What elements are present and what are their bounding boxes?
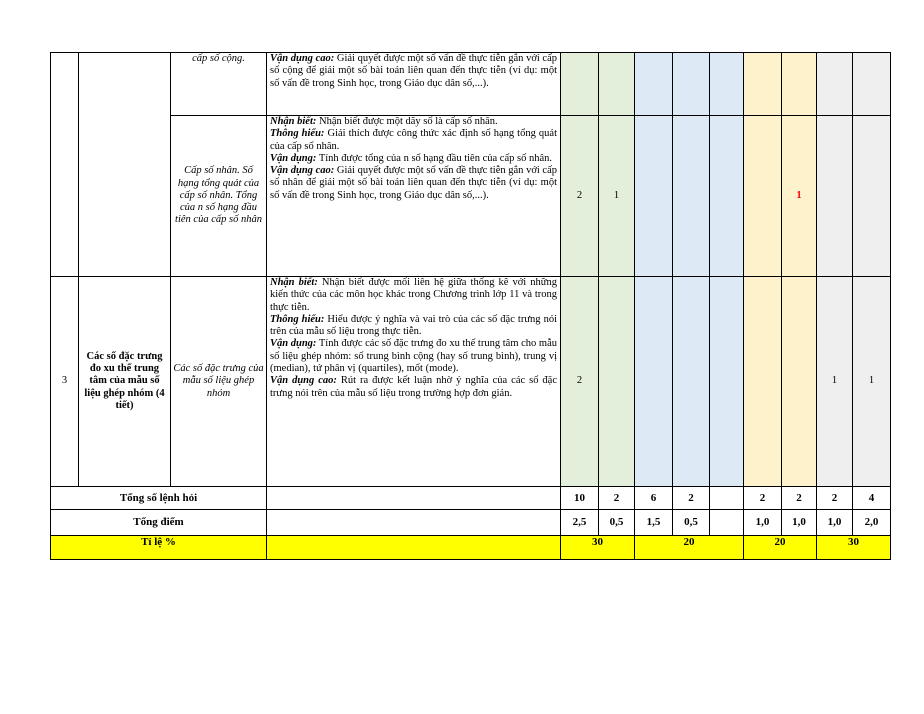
ratio-cell: 30 [561, 536, 635, 560]
count-cell [673, 116, 710, 277]
total-points-label: Tổng điểm [51, 510, 267, 536]
points-cell: 1,0 [744, 510, 782, 536]
description-paragraph [270, 128, 557, 153]
level-label: Thông hiểu: [270, 128, 325, 140]
count-cell [673, 277, 710, 487]
table-row [51, 116, 891, 277]
empty-cell [267, 487, 561, 510]
total-cell: 4 [853, 487, 891, 510]
content-cell: Cấp số nhân. Số hạng tổng quát của cấp số nhân. Tổng của n số hạng đầu tiên của cấp số nhân [171, 116, 267, 277]
level-text: Hiểu được ý nghĩa và vai trò của các số đặc trưng nói trên của mẫu số liệu trong thực tiễn. [270, 313, 557, 338]
description-paragraph [270, 153, 557, 165]
points-cell: 2,5 [561, 510, 599, 536]
points-cell: 1,0 [782, 510, 817, 536]
description-paragraph [270, 165, 557, 202]
count-cell [817, 116, 853, 277]
level-text: Giải thích được công thức xác định số hạng tổng quát của cấp số nhân. [270, 128, 557, 152]
total-cell [710, 487, 744, 510]
ratio-row [51, 536, 891, 560]
table-row [51, 53, 891, 116]
description-paragraph [270, 116, 557, 128]
level-label: Nhận biết: [270, 116, 317, 127]
topic-cell [79, 53, 171, 277]
ratio-cell: 30 [817, 536, 891, 560]
count-cell: 1 [599, 116, 635, 277]
count-cell [561, 53, 599, 116]
count-cell [599, 53, 635, 116]
points-cell: 2,0 [853, 510, 891, 536]
description-paragraph [270, 314, 557, 339]
count-cell [782, 53, 817, 116]
count-cell: 2 [561, 116, 599, 277]
ratio-cell: 20 [635, 536, 744, 560]
level-label: Vận dụng: [270, 152, 317, 164]
ratio-label: Tỉ lệ % [51, 536, 267, 560]
level-label: Vận dụng: [270, 338, 317, 350]
topic-number-cell: 3 [51, 277, 79, 487]
count-cell [635, 116, 673, 277]
description-paragraph [270, 277, 557, 314]
count-cell [710, 277, 744, 487]
points-cell: 0,5 [673, 510, 710, 536]
count-cell [744, 53, 782, 116]
total-cell: 2 [817, 487, 853, 510]
points-cell: 1,5 [635, 510, 673, 536]
level-text: Nhận biết được một dãy số là cấp số nhân. [316, 116, 498, 127]
description-paragraph [270, 53, 557, 90]
count-cell [710, 53, 744, 116]
total-questions-label: Tổng số lệnh hỏi [51, 487, 267, 510]
level-text: Tính được các số đặc trưng đo xu thế trung tâm cho mẫu số liệu ghép nhóm: số trung bình cộng (hay số trung bình), trung vị (median), tứ phân vị (quartiles), mốt (mode). [270, 338, 557, 375]
total-cell: 2 [673, 487, 710, 510]
count-cell: 1 [817, 277, 853, 487]
empty-cell [267, 536, 561, 560]
count-cell [710, 116, 744, 277]
description-cell [267, 277, 561, 487]
points-cell: 1,0 [817, 510, 853, 536]
content-cell: cấp số cộng. [171, 53, 267, 116]
ratio-cell: 20 [744, 536, 817, 560]
description-paragraph [270, 338, 557, 375]
total-points-row [51, 510, 891, 536]
total-cell: 2 [599, 487, 635, 510]
level-text: Giải quyết được một số vấn đề thực tiễn gắn với cấp số cộng để giải một số bài toán liên quan đến thực tiễn (ví dụ: một số vấn đề trong Sinh học, trong Giáo dục dân số,...). [270, 53, 558, 89]
level-text: Giải quyết được một số vấn đề thực tiễn gắn với cấp số nhân để giải một số bài toán liên quan đến thực tiễn (ví dụ: một số vấn đề trong Sinh học, trong Giáo dục dân số,...). [270, 165, 558, 201]
table-row [51, 277, 891, 487]
count-cell [782, 277, 817, 487]
count-cell [853, 116, 891, 277]
count-cell-highlighted: 1 [782, 116, 817, 277]
description-cell [267, 53, 561, 116]
topic-number-cell [51, 53, 79, 277]
count-cell [744, 277, 782, 487]
level-text: Rút ra được kết luận nhờ ý nghĩa của các số đặc trưng nói trên của mẫu số liệu trong trường hợp đơn giản. [270, 375, 557, 399]
level-label: Vận dụng cao: [270, 165, 335, 177]
points-cell [710, 510, 744, 536]
count-cell [673, 53, 710, 116]
level-label: Nhận biết: [270, 277, 318, 288]
empty-cell [267, 510, 561, 536]
total-cell: 2 [744, 487, 782, 510]
count-cell [817, 53, 853, 116]
count-cell [635, 53, 673, 116]
points-cell: 0,5 [599, 510, 635, 536]
total-cell: 10 [561, 487, 599, 510]
total-cell: 2 [782, 487, 817, 510]
count-cell [599, 277, 635, 487]
level-text: Nhận biết được mối liên hệ giữa thống kê với những kiến thức của các môn học khác trong Chương trình lớp 11 và trong thực tiễn. [270, 277, 557, 313]
description-paragraph [270, 375, 557, 400]
count-cell [635, 277, 673, 487]
total-questions-row [51, 487, 891, 510]
count-cell [744, 116, 782, 277]
count-cell: 2 [561, 277, 599, 487]
content-cell: Các số đặc trưng của mẫu số liệu ghép nhóm [171, 277, 267, 487]
topic-cell: Các số đặc trưng đo xu thế trung tâm của mẫu số liệu ghép nhóm (4 tiết) [79, 277, 171, 487]
count-cell [853, 53, 891, 116]
total-cell: 6 [635, 487, 673, 510]
count-cell: 1 [853, 277, 891, 487]
description-cell [267, 116, 561, 277]
level-label: Vận dụng cao: [270, 53, 335, 64]
level-text: Tính được tổng của n số hạng đầu tiên của cấp số nhân. [316, 152, 552, 164]
level-label: Vận dụng cao: [270, 375, 337, 387]
exam-matrix-table [50, 52, 891, 560]
level-label: Thông hiểu: [270, 313, 325, 325]
